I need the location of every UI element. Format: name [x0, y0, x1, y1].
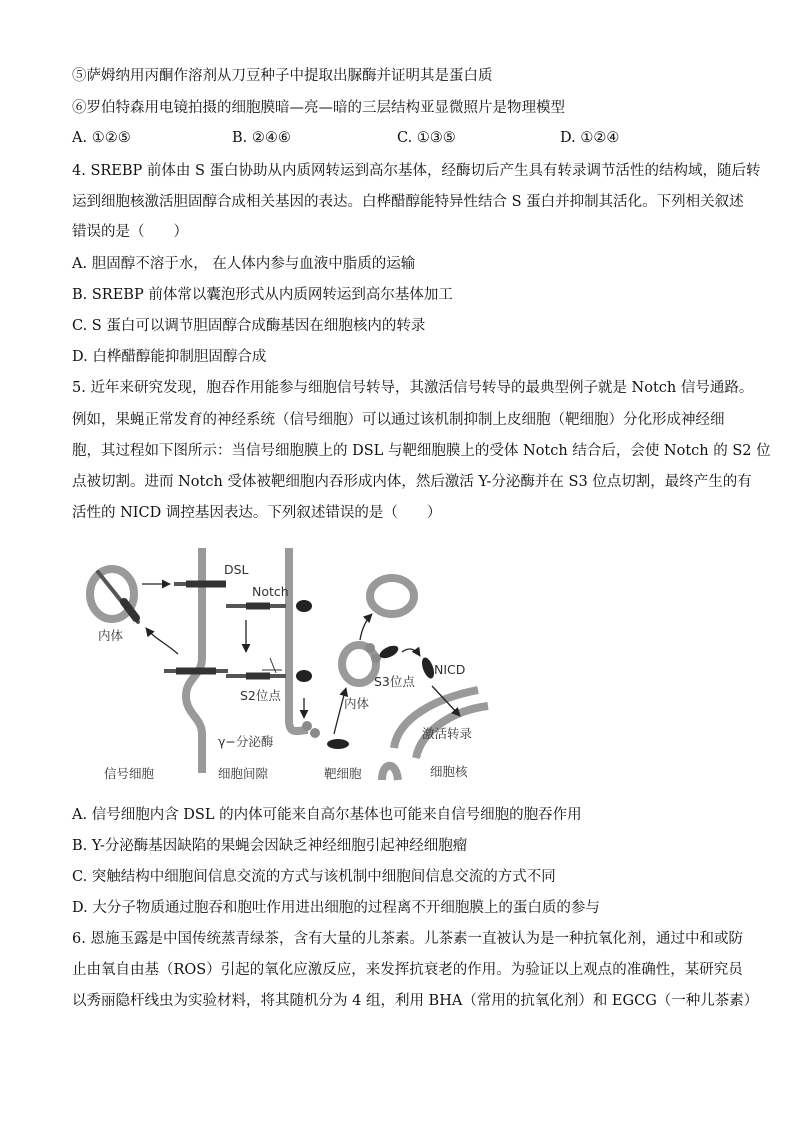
q6-stem-line1: 6. 恩施玉露是中国传统蒸青绿茶，含有大量的儿茶素。儿茶素一直被认为是一种抗氧化剂，通过中和或防	[72, 931, 743, 947]
q3-option-c: C. ①③⑤	[397, 130, 456, 146]
label-signal-cell: 信号细胞	[104, 766, 155, 781]
notch-pathway-diagram	[76, 548, 496, 788]
label-dsl: DSL	[224, 562, 249, 577]
label-endosome-left: 内体	[98, 628, 124, 643]
recycled-endosome	[370, 578, 414, 614]
notch-receptor-top	[226, 600, 312, 612]
label-nucleus: 细胞核	[430, 764, 468, 779]
q5-stem-line1: 5. 近年来研究发现，胞吞作用能参与细胞信号转导，其激活信号转导的最典型例子就是 Notch 信号通路。	[72, 380, 754, 396]
q4-stem-line3: 错误的是（ ）	[72, 224, 188, 240]
line-q3-item6: ⑥罗伯特森用电镜拍摄的细胞膜暗—亮—暗的三层结构亚显微照片是物理模型	[72, 100, 565, 116]
q3-option-a: A. ①②⑤	[72, 130, 131, 146]
line-q3-item5: ⑤萨姆纳用丙酮作溶剂从刀豆种子中提取出脲酶并证明其是蛋白质	[72, 68, 493, 84]
q5-stem-line2: 例如，果蝇正常发育的神经系统（信号细胞）可以通过该机制抑制上皮细胞（靶细胞）分化形成神经细	[72, 412, 725, 428]
q4-stem-line2: 运到细胞核激活胆固醇合成相关基因的表达。白桦醋醇能特异性结合 S 蛋白并抑制其活化。下列相关叙述	[72, 194, 744, 210]
q4-option-d: D. 白桦醋醇能抑制胆固醇合成	[72, 349, 267, 365]
q5-option-c: C. 突触结构中细胞间信息交流的方式与该机制中细胞间信息交流的方式不同	[72, 869, 556, 885]
q5-stem-line5: 活性的 NICD 调控基因表达。下列叙述错误的是（ ）	[72, 505, 442, 521]
label-nicd: NICD	[434, 662, 466, 677]
q4-option-b: B. SREBP 前体常以囊泡形式从内质网转运到高尔基体加工	[72, 287, 453, 303]
label-activate-transcription: 激活转录	[422, 726, 473, 741]
label-s2-site: S2位点	[240, 688, 281, 703]
label-target-cell: 靶细胞	[324, 766, 362, 781]
q5-stem-line4: 点被切割。进而 Notch 受体被靶细胞内吞形成内体，然后激活 Y-分泌酶并在 S3 位点切割，最终产生的有	[72, 474, 752, 490]
label-s3-site: S3位点	[374, 674, 415, 689]
gamma-secretase	[302, 721, 349, 749]
label-gamma-secretase: γ−分泌酶	[218, 734, 274, 749]
q4-option-c: C. S 蛋白可以调节胆固醇合成酶基因在细胞核内的转录	[72, 318, 426, 334]
q5-option-d: D. 大分子物质通过胞吞和胞吐作用进出细胞的过程离不开细胞膜上的蛋白质的参与	[72, 900, 600, 916]
left-endosome	[90, 569, 138, 622]
label-intercellular-gap: 细胞间隙	[218, 766, 269, 781]
label-endosome-mid: 内体	[344, 696, 370, 711]
q4-option-a: A. 胆固醇不溶于水， 在人体内参与血液中脂质的运输	[72, 256, 416, 272]
q6-stem-line3: 以秀丽隐杆线虫为实验材料，将其随机分为 4 组，利用 BHA（常用的抗氧化剂）和 EGCG（一种儿茶素）	[72, 993, 759, 1009]
q4-stem-line1: 4. SREBP 前体由 S 蛋白协助从内质网转运到高尔基体，经酶切后产生具有转录调节活性的结构域，随后转	[72, 163, 761, 179]
q3-option-d: D. ①②④	[560, 130, 620, 146]
q5-stem-line3: 胞，其过程如下图所示：当信号细胞膜上的 DSL 与靶细胞膜上的受体 Notch 结合后，会使 Notch 的 S2 位	[72, 443, 771, 459]
q3-options	[72, 130, 732, 150]
label-notch: Notch	[252, 584, 289, 599]
q5-option-b: B. Y-分泌酶基因缺陷的果蝇会因缺乏神经细胞引起神经细胞瘤	[72, 838, 468, 854]
target-cell-membrane	[289, 548, 308, 731]
q6-stem-line2: 止由氧自由基（ROS）引起的氧化应激反应，来发挥抗衰老的作用。为验证以上观点的准确性，某研究员	[72, 962, 743, 978]
q3-option-b: B. ②④⑥	[232, 130, 291, 146]
q5-option-a: A. 信号细胞内含 DSL 的内体可能来自高尔基体也可能来自信号细胞的胞吞作用	[72, 807, 582, 823]
